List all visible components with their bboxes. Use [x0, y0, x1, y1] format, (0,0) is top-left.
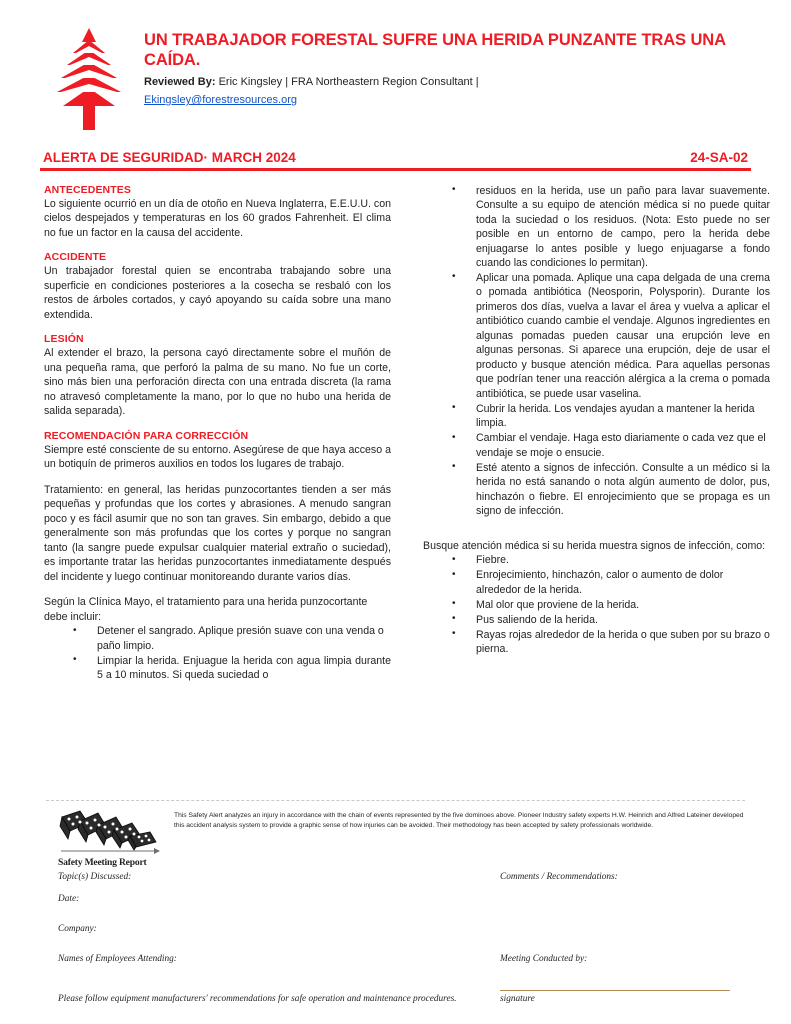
treatment-steps-list-continued: [423, 271, 770, 519]
field-label-topics: Topic(s) Discussed:: [58, 872, 132, 882]
footer-divider-rule: [46, 800, 745, 801]
infection-signs-list: [423, 553, 770, 657]
right-column: [423, 184, 770, 694]
document-footer: [40, 800, 751, 1002]
section-heading: LESIÓN: [44, 333, 84, 345]
field-label-conducted-by: Meeting Conducted by:: [500, 954, 588, 964]
infection-signs-intro: Busque atención médica si su herida muestra signos de infección, como:: [423, 539, 766, 552]
section-paragraph: Un trabajador forestal quien se encontraba trabajando sobre una superficie en condiciones posteriores a la cosecha se resbaló con los restos de árboles cortados, y cayó apoyando su caída sobre una mano extendida.: [44, 265, 391, 321]
footer-methodology-blurb: This Safety Alert analyzes an injury in accordance with the chain of events represented by the five dominoes above. Pioneer Industry safety experts H.W. Heinrich and Alfred Lateiner developed this accident analysis system to provide a graphic sense of how injuries can be avoided. Their methodology has been accepted by safety professionals worldwide.: [174, 812, 744, 830]
reviewed-by-value: Eric Kingsley | FRA Northeastern Region Consultant |: [215, 76, 479, 89]
field-label-date: Date:: [58, 894, 80, 904]
field-label-company: Company:: [58, 924, 97, 934]
safety-meeting-form: [40, 872, 751, 1002]
list-item: • Detener el sangrado. Aplique presión suave con una venda o paño limpio.: [44, 624, 391, 653]
list-item: • Cubrir la herida. Los vendajes ayudan a mantener la herida limpia.: [423, 402, 770, 431]
list-item: • Pus saliendo de la herida.: [423, 613, 770, 628]
document-body: [40, 183, 770, 694]
section-paragraph: Lo siguiente ocurrió en un día de otoño en Nueva Inglaterra, E.E.U.U. con cielos despejados y temperaturas en los 60 grados Fahrenheit. El clima no fue un factor en la causa del accidente.: [44, 197, 391, 239]
section-antecedentes: [44, 184, 391, 241]
pine-tree-icon: [49, 26, 129, 136]
safety-alert-bar: [40, 150, 751, 165]
section-lesion: [44, 333, 391, 419]
section-heading: ANTECEDENTES: [44, 183, 131, 196]
list-item-continuation: • residuos en la herida, use un paño para lavar suavemente. Consulte a su equipo de atención médica si no puede quitar toda la suciedad o los residuos. (Nota: Esto puede no ser posible en un entorno de campo, pero la herida debe enjuagarse lo antes posible y luego enjuagarse a fondo cuando las condiciones lo permitan).: [423, 184, 770, 271]
mayo-clinic-bullet-list: [44, 624, 391, 683]
list-item: • Cambiar el vendaje. Haga esto diariamente o cada vez que el vendaje se moje o ensucie.: [423, 431, 770, 460]
domino-graphic-block: [58, 809, 166, 868]
section-recomendacion: [44, 430, 391, 472]
footer-top-block: [40, 809, 751, 868]
header-text-block: [132, 24, 751, 108]
list-item: • Aplicar una pomada. Aplique una capa delgada de una crema o pomada antibiótica (Neosporin, Polysporin). Durante los primeros dos días, vuelva a lavar el área y vuelva a aplicar el antibiótico cuando cambie el vendaje. Algunos ingredientes en algunas pomadas pueden causar una erupción leve en algunas personas. Si aparece una erupción, deje de usar el producto y busque atención médica. Para aquellas personas que podrían tener una reacción alérgica a la crema o pomada antibiótica, se puede usar vaselina.: [423, 271, 770, 402]
list-item: • Enrojecimiento, hinchazón, calor o aumento de dolor alrededor de la herida.: [423, 568, 770, 597]
field-label-signature: signature: [500, 994, 535, 1004]
field-label-employees: Names of Employees Attending:: [58, 954, 177, 964]
list-item: • Fiebre.: [423, 553, 770, 568]
treatment-steps-list: [423, 184, 770, 271]
list-item: • Limpiar la herida. Enjuague la herida con agua limpia durante 5 a 10 minutos. Si queda suciedad o: [44, 654, 391, 683]
list-item: • Esté atento a signos de infección. Consulte a un médico si la herida no está sanando o nota algún aumento de dolor, pus, hinchazón o fiebre. El enrojecimiento que se propaga es un signo de infección.: [423, 461, 770, 519]
treatment-paragraph: Tratamiento: en general, las heridas punzocortantes tienden a ser más pequeñas y profundas que los cortes y abrasiones. A menudo sangran poco y es fácil asumir que no son tan graves. Sin embargo, debido a que generalmente son más profundas que los cortes y porque no sangran tanto (la sangre puede expulsar cualquier material extraño o suciedad), es importante tratar las heridas punzocortantes inmediatamente después del incidente y luego continuar monitoreando durante varios días.: [44, 483, 391, 583]
section-accidente: [44, 251, 391, 322]
mayo-clinic-intro: Según la Clínica Mayo, el tratamiento para una herida punzocortante debe incluir:: [44, 596, 368, 623]
falling-dominoes-icon: [58, 809, 162, 855]
domino-caption: Safety Meeting Report: [58, 857, 147, 868]
header-divider-rule: [40, 168, 751, 171]
list-item: • Rayas rojas alrededor de la herida o que suben por su brazo o pierna.: [423, 628, 770, 657]
list-item: • Mal olor que proviene de la herida.: [423, 598, 770, 613]
reviewer-email-link[interactable]: Ekingsley@forestresources.org: [144, 94, 298, 107]
document-header: [40, 0, 751, 136]
section-paragraph: Al extender el brazo, la persona cayó directamente sobre el muñón de una pequeña rama, que perforó la palma de su mano. No fue un corte, sino más bien una perforación directa con una entrada discreta (la rama no atravesó completamente la mano, por lo que no hubo una herida de salida separada).: [44, 347, 391, 417]
section-heading: ACCIDENTE: [44, 251, 107, 263]
organization-logo: [46, 24, 132, 136]
footer-footnote: Please follow equipment manufacturers' recommendations for safe operation and maintenance procedures.: [58, 994, 457, 1004]
section-paragraph: Siempre esté consciente de su entorno. Asegúrese de que haya acceso a un botiquín de primeros auxilios en todos los lugares de trabajo.: [44, 443, 391, 470]
page-title: UN TRABAJADOR FORESTAL SUFRE UNA HERIDA PUNZANTE TRAS UNA CAÍDA.: [144, 31, 726, 70]
field-label-comments: Comments / Recommendations:: [500, 872, 618, 882]
paragraph-spacer: [423, 530, 770, 539]
alert-bar-title: ALERTA DE SEGURIDAD· MARCH 2024: [43, 150, 296, 165]
reviewed-by-line: [144, 75, 751, 90]
left-column: [44, 184, 391, 694]
alert-bar-reference: 24-SA-02: [690, 150, 748, 165]
reviewed-by-label: Reviewed By:: [144, 76, 216, 89]
section-heading: RECOMENDACIÓN PARA CORRECCIÓN: [44, 429, 249, 442]
signature-line[interactable]: [500, 990, 730, 991]
